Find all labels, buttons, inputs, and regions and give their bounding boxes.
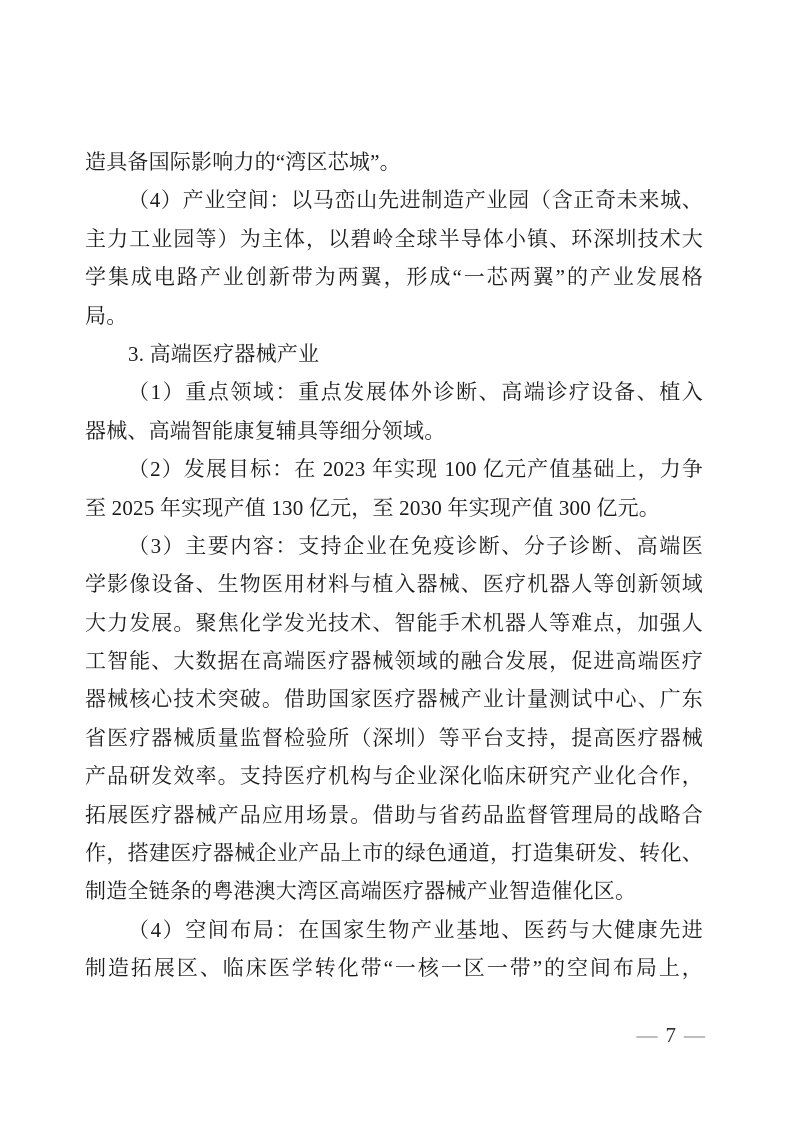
text-line: 学影像设备、生物医用材料与植入器械、医疗机器人等创新领域	[85, 572, 703, 597]
text-line: 工智能、大数据在高端医疗器械领域的融合发展，促进高端医疗	[85, 649, 703, 674]
text-line: 省医疗器械质量监督检验所（深圳）等平台支持，提高医疗器械	[85, 725, 703, 750]
page-footer	[637, 1021, 706, 1049]
paragraph-spatial-layout	[85, 911, 703, 988]
footer-dash-right: —	[684, 1023, 705, 1047]
paragraph-continuation	[85, 143, 703, 181]
text-line: （1）重点领域：重点发展体外诊断、高端诊疗设备、植入	[128, 380, 703, 405]
footer-dash-left: —	[636, 1023, 658, 1047]
body-text	[85, 143, 703, 988]
text-line: 主力工业园等）为主体，以碧岭全球半导体小镇、环深圳技术大	[85, 226, 703, 251]
text-line: 作，搭建医疗器械企业产品上市的绿色通道，打造集研发、转化、	[85, 841, 703, 866]
text-line: 至 2025 年实现产值 130 亿元，至 2030 年实现产值 300 亿元。	[85, 495, 660, 520]
text-line: 制造全链条的粤港澳大湾区高端医疗器械产业智造催化区。	[85, 879, 637, 904]
paragraph-dev-goals	[85, 450, 703, 527]
text-line: 大力发展。聚焦化学发光技术、智能手术机器人等难点，加强人	[85, 610, 703, 635]
text-line: 器械、高端智能康复辅具等细分领域。	[85, 418, 446, 443]
page-number: 7	[665, 1023, 676, 1047]
text-line: （4）空间布局：在国家生物产业基地、医药与大健康先进	[128, 917, 703, 942]
text-line: 产品研发效率。支持医疗机构与企业深化临床研究产业化合作，	[85, 764, 703, 789]
paragraph-industry-space	[85, 181, 703, 335]
paragraph-key-areas	[85, 373, 703, 450]
text-line: 拓展医疗器械产品应用场景。借助与省药品监督管理局的战略合	[85, 802, 703, 827]
text-line: 器械核心技术突破。借助国家医疗器械产业计量测试中心、广东	[85, 687, 703, 712]
text-line: 3. 高端医疗器械产业	[128, 341, 320, 366]
text-line: 造具备国际影响力的“湾区芯城”。	[85, 150, 401, 174]
text-line: （3）主要内容：支持企业在免疫诊断、分子诊断、高端医	[128, 533, 703, 558]
text-line: 制造拓展区、临床医学转化带“一核一区一带”的空间布局上，	[85, 956, 703, 981]
text-line: （2）发展目标：在 2023 年实现 100 亿元产值基础上，力争	[128, 457, 703, 482]
paragraph-main-content	[85, 527, 703, 911]
section-heading-medical-devices	[85, 335, 703, 373]
text-line: 局。	[85, 303, 128, 328]
text-line: 学集成电路产业创新带为两翼，形成“一芯两翼”的产业发展格	[85, 265, 703, 290]
text-line: （4）产业空间：以马峦山先进制造产业园（含正奇未来城、	[128, 188, 703, 213]
